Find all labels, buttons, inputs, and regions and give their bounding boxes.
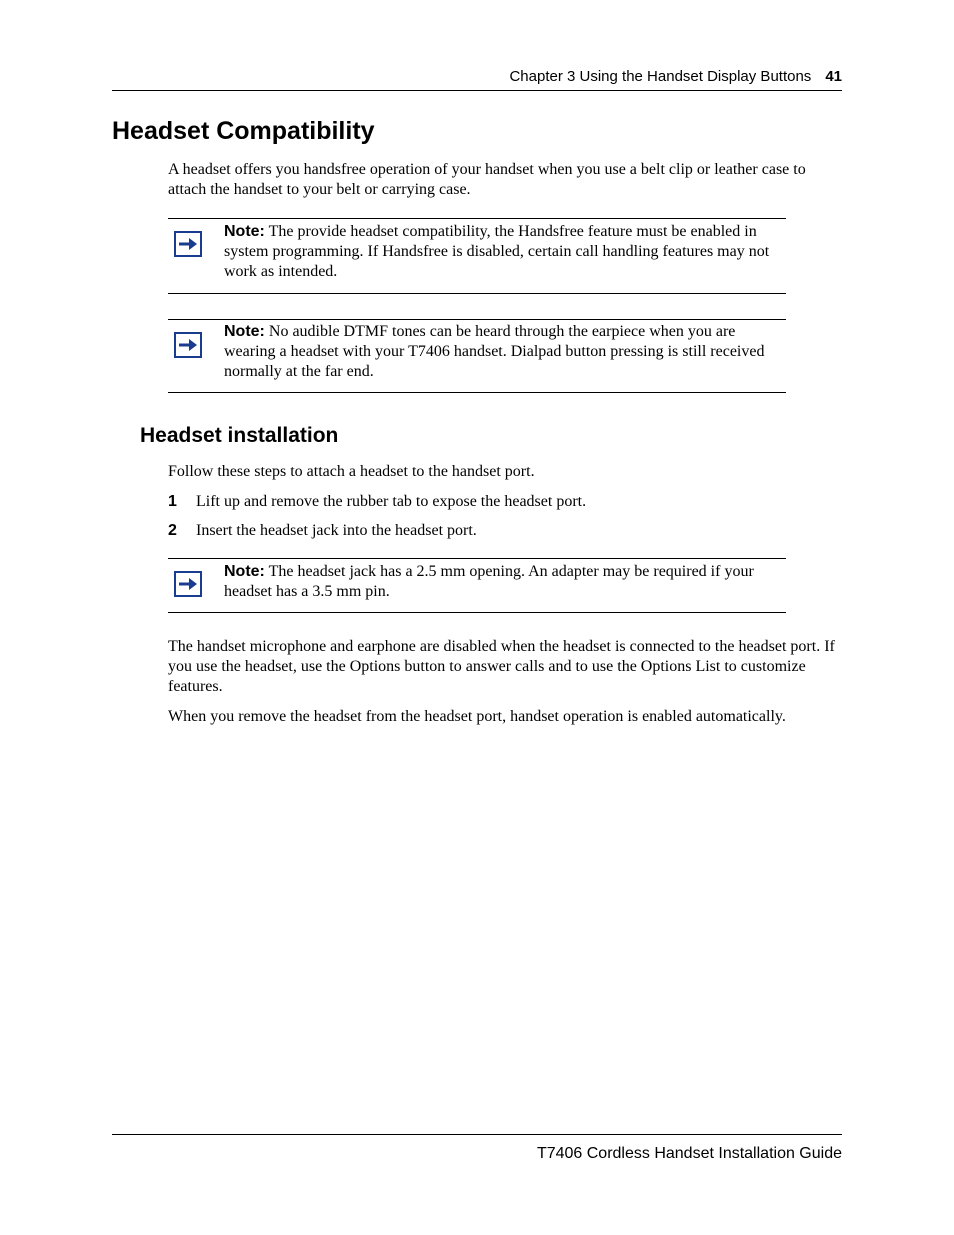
step-number: 1 xyxy=(168,493,177,510)
body-paragraph: The handset microphone and earphone are disabled when the headset is connected to the headset port. If you use the headset, use the Options button to answer calls and to use the Options List to customize features. xyxy=(168,638,835,695)
step-text: Insert the headset jack into the headset port. xyxy=(196,522,477,539)
running-header xyxy=(112,66,842,91)
note-box xyxy=(168,558,786,613)
note-label: Note: xyxy=(224,323,265,340)
step-text: Lift up and remove the rubber tab to expose the headset port. xyxy=(196,493,587,510)
note-text: No audible DTMF tones can be heard through the earpiece when you are wearing a headset with your T7406 handset. Dialpad button pressing is still received normally at the far end. xyxy=(224,323,765,380)
step-number: 2 xyxy=(168,522,177,539)
chapter-title: Chapter 3 Using the Handset Display Buttons xyxy=(509,68,812,85)
note-label: Note: xyxy=(224,223,265,240)
note-text: The provide headset compatibility, the Handsfree feature must be enabled in system programming. If Handsfree is disabled, certain call handling features may not work as intended. xyxy=(224,223,770,280)
note-text: The headset jack has a 2.5 mm opening. An adapter may be required if your headset has a 3.5 mm pin. xyxy=(224,563,754,600)
subsection-title: Headset installation xyxy=(140,424,339,447)
section-intro: A headset offers you handsfree operation of your handset when you use a belt clip or leather case to attach the handset to your belt or carrying case. xyxy=(168,161,806,198)
body-paragraph: When you remove the headset from the headset port, handset operation is enabled automatically. xyxy=(168,708,786,725)
note-box xyxy=(168,319,786,393)
note-box xyxy=(168,218,786,294)
arrow-right-icon xyxy=(174,231,202,257)
section-title: Headset Compatibility xyxy=(112,117,375,145)
arrow-right-icon xyxy=(174,571,202,597)
note-label: Note: xyxy=(224,563,265,580)
arrow-right-icon xyxy=(174,332,202,358)
page-number: 41 xyxy=(825,68,842,85)
running-footer xyxy=(112,1134,842,1165)
guide-title: T7406 Cordless Handset Installation Guide xyxy=(536,1145,842,1162)
subsection-intro: Follow these steps to attach a headset to the handset port. xyxy=(168,463,535,480)
